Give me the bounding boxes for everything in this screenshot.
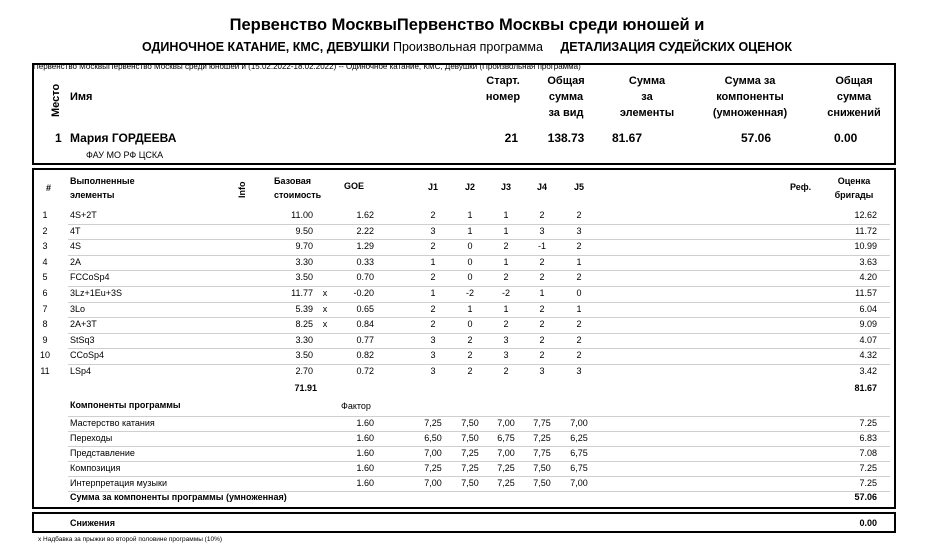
element-panel-score: 9.09 bbox=[859, 319, 877, 330]
element-judge-j2: 0 bbox=[467, 256, 473, 267]
component-judge-j4: 7,75 bbox=[533, 418, 551, 428]
element-judge-j1: 3 bbox=[430, 350, 436, 361]
element-bonus-mark: x bbox=[322, 319, 328, 330]
col-goe-header: GOE bbox=[344, 181, 365, 191]
subtitle-segment: Произвольная программа bbox=[392, 40, 543, 54]
element-code: 2A bbox=[70, 256, 82, 267]
element-num: 1 bbox=[42, 210, 48, 220]
element-judge-j5: 1 bbox=[576, 303, 582, 314]
row-divider bbox=[68, 364, 890, 365]
element-judge-j2: 1 bbox=[467, 210, 473, 220]
element-judge-j1: 2 bbox=[430, 210, 436, 220]
footnote: x Надбавка за прыжки во второй половине программы (10%) bbox=[38, 536, 223, 543]
element-judge-j5: 2 bbox=[576, 241, 582, 252]
component-judge-j4: 7,75 bbox=[533, 448, 551, 458]
components-total-label: Сумма за компоненты программы (умноженная) bbox=[70, 492, 287, 502]
element-code: FCCoSp4 bbox=[70, 272, 110, 283]
component-judge-j1: 6,50 bbox=[424, 433, 442, 443]
component-name: Представление bbox=[70, 448, 135, 458]
element-goe: 2.22 bbox=[356, 225, 374, 236]
element-judge-j2: 0 bbox=[467, 241, 473, 252]
component-judge-j5: 6,75 bbox=[570, 463, 588, 473]
element-judge-j4: 2 bbox=[539, 319, 545, 330]
element-judge-j1: 2 bbox=[430, 303, 436, 314]
component-score: 7.25 bbox=[859, 478, 877, 488]
component-judge-j4: 7,25 bbox=[533, 433, 551, 443]
element-judge-j4: 3 bbox=[539, 225, 545, 236]
element-base: 11.77 bbox=[291, 288, 313, 298]
element-judge-j5: 1 bbox=[576, 256, 582, 267]
component-judge-j3: 7,00 bbox=[497, 418, 515, 428]
element-judge-j2: 0 bbox=[467, 319, 473, 330]
row-divider bbox=[68, 286, 890, 287]
element-judge-j4: 2 bbox=[539, 272, 545, 283]
element-judge-j1: 2 bbox=[430, 319, 436, 330]
element-base: 2.70 bbox=[295, 366, 313, 376]
element-num: 10 bbox=[39, 350, 50, 361]
component-factor: 1.60 bbox=[356, 478, 374, 488]
element-judge-j5: 2 bbox=[576, 334, 582, 345]
element-base: 8.25 bbox=[295, 319, 313, 330]
element-judge-j1: 1 bbox=[430, 256, 436, 267]
component-judge-j3: 7,25 bbox=[497, 463, 515, 473]
col-base-header: Базовая стоимость bbox=[274, 176, 322, 200]
element-judge-j5: 2 bbox=[576, 350, 582, 361]
element-judge-j5: 0 bbox=[576, 288, 582, 298]
element-bonus-mark: x bbox=[322, 288, 328, 298]
element-judge-j3: 1 bbox=[503, 303, 509, 314]
element-num: 11 bbox=[40, 366, 50, 376]
page-subtitle bbox=[0, 40, 934, 54]
component-judge-j5: 7,00 bbox=[570, 478, 588, 488]
col-j2-header: J2 bbox=[464, 182, 475, 192]
elements-score-total: 81.67 bbox=[854, 383, 877, 393]
row-divider bbox=[68, 416, 890, 417]
skater-start-number: 21 bbox=[504, 131, 518, 145]
component-judge-j5: 7,00 bbox=[570, 418, 588, 428]
element-judge-j1: 3 bbox=[430, 366, 436, 376]
element-judge-j4: 2 bbox=[539, 334, 545, 345]
element-judge-j4: -1 bbox=[537, 241, 546, 252]
col-info-header: Info bbox=[237, 181, 247, 198]
place-header: Место bbox=[50, 83, 62, 117]
element-judge-j4: 3 bbox=[539, 366, 545, 376]
element-judge-j1: 2 bbox=[430, 241, 436, 252]
element-code: 3Lo bbox=[70, 303, 86, 314]
element-num: 2 bbox=[42, 225, 48, 236]
element-goe: 0.77 bbox=[356, 334, 374, 345]
components-title: Компоненты программы bbox=[70, 400, 181, 410]
subtitle-detail: ДЕТАЛИЗАЦИЯ СУДЕЙСКИХ ОЦЕНОК bbox=[560, 40, 793, 54]
element-judge-j2: -2 bbox=[465, 288, 474, 298]
element-judge-j2: 0 bbox=[467, 272, 473, 283]
component-judge-j1: 7,00 bbox=[424, 478, 442, 488]
component-judge-j1: 7,25 bbox=[424, 418, 442, 428]
element-judge-j2: 2 bbox=[467, 350, 473, 361]
element-panel-score: 11.72 bbox=[855, 225, 877, 236]
component-judge-j3: 6,75 bbox=[497, 433, 515, 443]
row-divider bbox=[68, 317, 890, 318]
elements-base-total: 71.91 bbox=[294, 383, 317, 393]
row-divider bbox=[68, 446, 890, 447]
element-panel-score: 4.20 bbox=[859, 272, 877, 283]
component-judge-j2: 7,50 bbox=[461, 418, 479, 428]
element-judge-j1: 3 bbox=[430, 334, 436, 345]
component-judge-j5: 6,25 bbox=[570, 433, 588, 443]
skater-deductions: 0.00 bbox=[834, 131, 858, 145]
page-title: Первенство МосквыПервенство Москвы среди юношей и bbox=[229, 16, 705, 34]
element-goe: 0.84 bbox=[356, 319, 374, 330]
element-base: 3.30 bbox=[295, 256, 313, 267]
element-judge-j2: 2 bbox=[467, 366, 473, 376]
skater-element-score: 81.67 bbox=[612, 131, 643, 145]
component-score: 6.83 bbox=[859, 433, 877, 443]
subtitle-discipline: ОДИНОЧНОЕ КАТАНИЕ, КМС, ДЕВУШКИ bbox=[141, 40, 390, 54]
element-judge-j5: 2 bbox=[576, 272, 582, 283]
deductions-label: Снижения bbox=[70, 518, 115, 528]
element-judge-j4: 2 bbox=[539, 350, 545, 361]
total-score-header: Общая сумма за вид bbox=[547, 75, 585, 119]
element-judge-j2: 1 bbox=[467, 303, 473, 314]
component-judge-j3: 7,00 bbox=[497, 448, 515, 458]
element-judge-j2: 2 bbox=[467, 334, 473, 345]
row-divider bbox=[68, 239, 890, 240]
elements-sum-header: Сумма за элементы bbox=[619, 75, 675, 119]
component-judge-j1: 7,25 bbox=[424, 463, 442, 473]
element-code: CCoSp4 bbox=[70, 350, 105, 361]
element-code: 2A+3T bbox=[70, 319, 97, 330]
element-code: 4T bbox=[70, 225, 81, 236]
element-panel-score: 3.42 bbox=[859, 366, 877, 376]
element-judge-j1: 1 bbox=[430, 288, 436, 298]
element-goe: 1.62 bbox=[356, 210, 374, 220]
component-judge-j2: 7,25 bbox=[461, 448, 479, 458]
components-sum-header: Сумма за компоненты (умноженная) bbox=[712, 75, 788, 119]
name-header: Имя bbox=[70, 91, 93, 103]
element-judge-j5: 3 bbox=[576, 225, 582, 236]
deductions-box bbox=[32, 512, 896, 533]
skater-total-score: 138.73 bbox=[547, 131, 585, 145]
col-element-header: Выполненные элементы bbox=[70, 176, 135, 200]
element-num: 6 bbox=[42, 288, 48, 298]
skater-place: 1 bbox=[55, 131, 62, 145]
row-divider bbox=[68, 461, 890, 462]
element-judge-j4: 2 bbox=[539, 210, 545, 220]
element-goe: 0.70 bbox=[356, 272, 374, 283]
element-base: 3.50 bbox=[295, 272, 313, 283]
element-goe: 0.82 bbox=[356, 350, 374, 361]
element-code: 4S+2T bbox=[70, 210, 97, 220]
element-judge-j3: -2 bbox=[501, 288, 510, 298]
col-panel-header: Оценка бригады bbox=[834, 176, 874, 200]
start-number-header: Старт. номер bbox=[485, 75, 521, 103]
element-code: LSp4 bbox=[70, 366, 92, 376]
row-divider bbox=[68, 431, 890, 432]
component-judge-j4: 7,50 bbox=[533, 478, 551, 488]
component-judge-j3: 7,25 bbox=[497, 478, 515, 488]
component-judge-j5: 6,75 bbox=[570, 448, 588, 458]
component-factor: 1.60 bbox=[356, 463, 374, 473]
element-panel-score: 12.62 bbox=[854, 210, 877, 220]
element-judge-j5: 3 bbox=[576, 366, 582, 376]
element-base: 3.30 bbox=[295, 334, 313, 345]
row-divider bbox=[68, 255, 890, 256]
element-panel-score: 4.07 bbox=[859, 334, 877, 345]
element-judge-j4: 2 bbox=[539, 303, 545, 314]
col-ref-header: Реф. bbox=[790, 182, 812, 192]
element-base: 3.50 bbox=[295, 350, 313, 361]
row-divider bbox=[68, 348, 890, 349]
component-score: 7.08 bbox=[859, 448, 877, 458]
component-name: Интерпретация музыки bbox=[70, 478, 167, 488]
component-name: Композиция bbox=[70, 463, 121, 473]
element-panel-score: 3.63 bbox=[859, 256, 877, 267]
element-judge-j3: 1 bbox=[503, 210, 509, 220]
element-num: 5 bbox=[42, 272, 48, 283]
component-judge-j1: 7,00 bbox=[424, 448, 442, 458]
element-code: StSq3 bbox=[70, 334, 95, 345]
row-divider bbox=[68, 270, 890, 271]
element-judge-j3: 1 bbox=[503, 225, 509, 236]
element-panel-score: 11.57 bbox=[855, 288, 877, 298]
row-divider bbox=[68, 224, 890, 225]
col-j1-header: J1 bbox=[427, 182, 438, 192]
element-judge-j5: 2 bbox=[576, 210, 582, 220]
component-score: 7.25 bbox=[859, 463, 877, 473]
component-name: Мастерство катания bbox=[70, 418, 155, 428]
element-base: 9.70 bbox=[295, 241, 313, 252]
element-judge-j3: 2 bbox=[503, 366, 509, 376]
event-line: Первенство МосквыПервенство Москвы среди юношей и (15.02.2022-18.02.2022) -- Одиночное катание, КМС, Девушки (Произвольная программа) bbox=[33, 62, 581, 71]
element-goe: 0.33 bbox=[356, 256, 374, 267]
element-goe: -0.20 bbox=[353, 288, 374, 298]
row-divider bbox=[68, 333, 890, 334]
element-code: 3Lz+1Eu+3S bbox=[70, 288, 123, 298]
col-num-header: # bbox=[46, 183, 52, 193]
component-judge-j2: 7,50 bbox=[461, 478, 479, 488]
element-judge-j3: 1 bbox=[503, 256, 509, 267]
element-goe: 0.65 bbox=[356, 303, 374, 314]
component-judge-j2: 7,25 bbox=[461, 463, 479, 473]
skater-name: Мария ГОРДЕЕВА bbox=[70, 131, 177, 145]
element-num: 9 bbox=[42, 334, 48, 345]
element-judge-j3: 2 bbox=[503, 241, 509, 252]
element-num: 7 bbox=[42, 303, 48, 314]
element-num: 8 bbox=[42, 319, 48, 330]
element-goe: 0.72 bbox=[356, 366, 374, 376]
element-judge-j3: 3 bbox=[503, 350, 509, 361]
deductions-value: 0.00 bbox=[859, 518, 877, 528]
element-bonus-mark: x bbox=[322, 303, 328, 314]
element-panel-score: 6.04 bbox=[859, 303, 877, 314]
components-total: 57.06 bbox=[854, 492, 877, 502]
skater-club: ФАУ МО РФ ЦСКА bbox=[86, 150, 164, 160]
element-judge-j4: 2 bbox=[539, 256, 545, 267]
element-judge-j1: 3 bbox=[430, 225, 436, 236]
element-judge-j4: 1 bbox=[539, 288, 545, 298]
element-judge-j3: 2 bbox=[503, 272, 509, 283]
deductions-header: Общая сумма снижений bbox=[827, 75, 881, 119]
element-num: 3 bbox=[42, 241, 48, 252]
element-base: 5.39 bbox=[295, 303, 313, 314]
element-judge-j5: 2 bbox=[576, 319, 582, 330]
element-judge-j2: 1 bbox=[467, 225, 473, 236]
col-j4-header: J4 bbox=[536, 182, 547, 192]
component-judge-j4: 7,50 bbox=[533, 463, 551, 473]
element-judge-j3: 2 bbox=[503, 319, 509, 330]
element-goe: 1.29 bbox=[356, 241, 374, 252]
skater-component-score: 57.06 bbox=[741, 131, 772, 145]
row-divider bbox=[68, 476, 890, 477]
col-j3-header: J3 bbox=[500, 182, 511, 192]
row-divider bbox=[68, 302, 890, 303]
component-factor: 1.60 bbox=[356, 448, 374, 458]
element-code: 4S bbox=[70, 241, 82, 252]
element-panel-score: 10.99 bbox=[854, 241, 877, 252]
element-panel-score: 4.32 bbox=[859, 350, 877, 361]
component-factor: 1.60 bbox=[356, 433, 374, 443]
component-score: 7.25 bbox=[859, 418, 877, 428]
factor-label: Фактор bbox=[341, 401, 371, 411]
element-num: 4 bbox=[42, 256, 48, 267]
component-judge-j2: 7,50 bbox=[461, 433, 479, 443]
element-base: 11.00 bbox=[291, 210, 313, 220]
element-judge-j3: 3 bbox=[503, 334, 509, 345]
component-factor: 1.60 bbox=[356, 418, 374, 428]
component-name: Переходы bbox=[70, 433, 113, 443]
element-base: 9.50 bbox=[295, 225, 313, 236]
element-judge-j1: 2 bbox=[430, 272, 436, 283]
col-j5-header: J5 bbox=[573, 182, 584, 192]
